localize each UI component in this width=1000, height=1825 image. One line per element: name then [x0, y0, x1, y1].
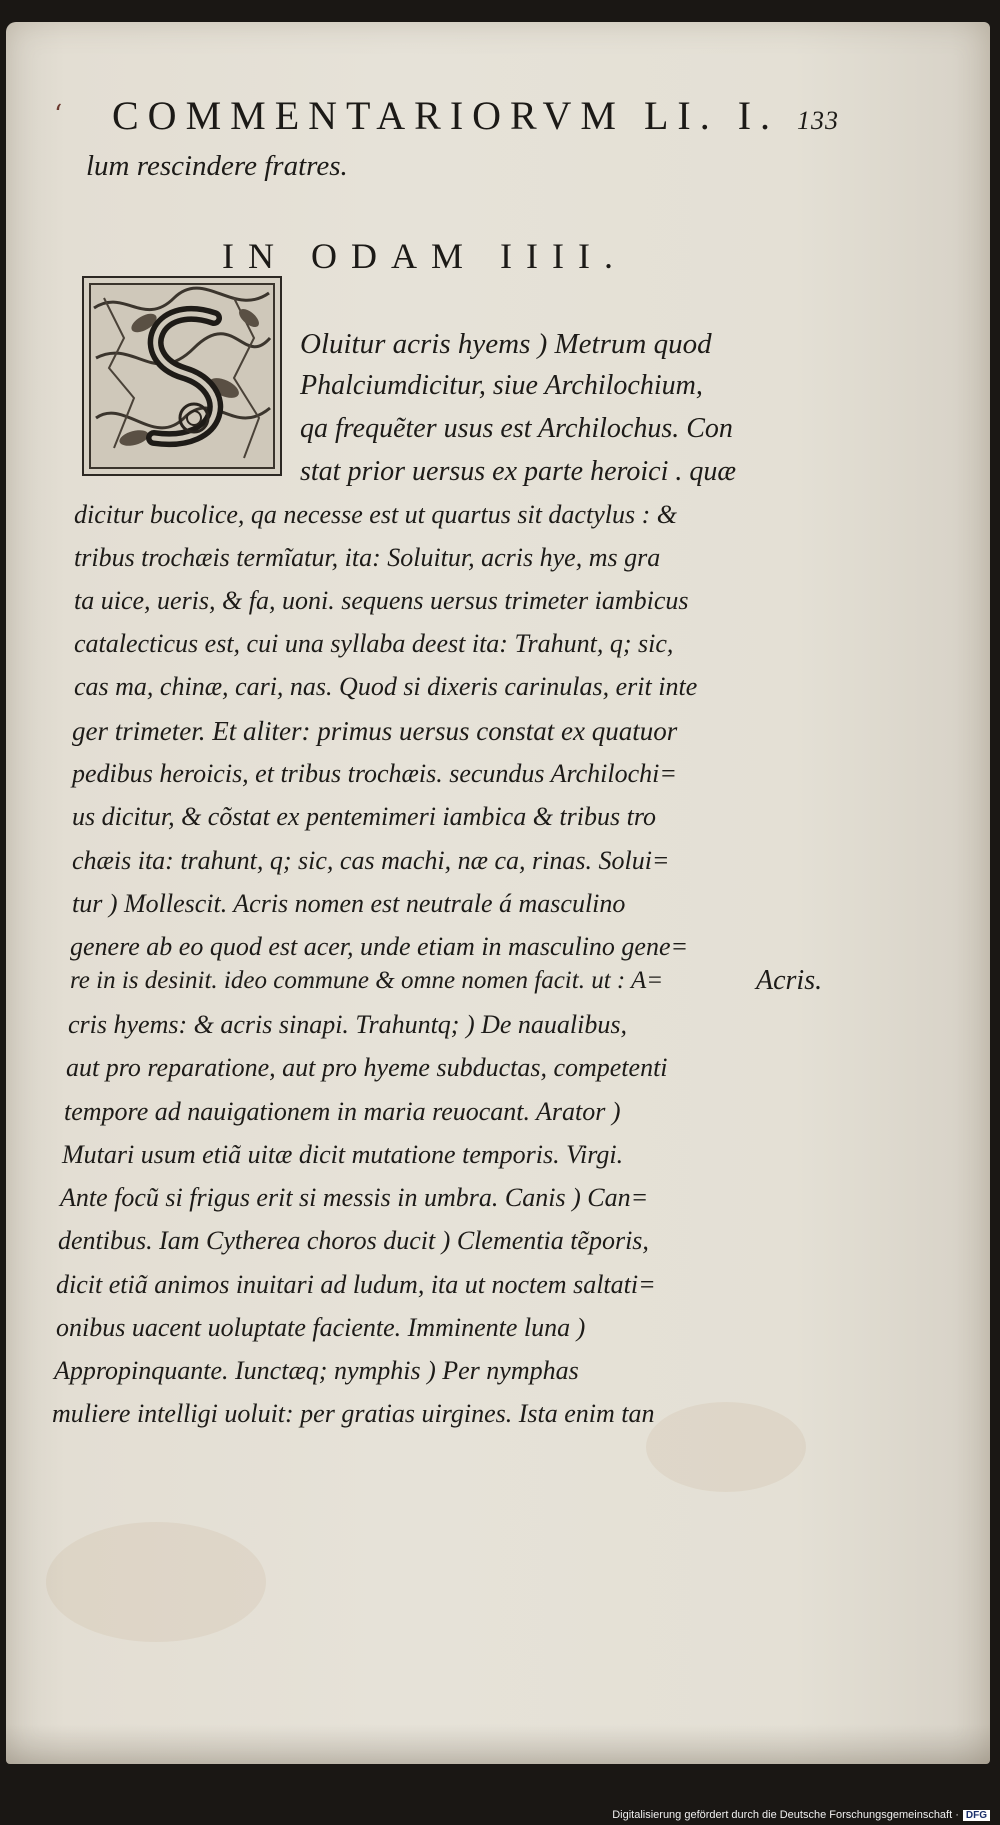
text-line: muliere intelligi uoluit: per gratias uirgines. Ista enim tan	[52, 1399, 655, 1428]
text-line: us dicitur, & cõstat ex pentemimeri iambica & tribus tro	[72, 802, 656, 831]
text-line: tur ) Mollescit. Acris nomen est neutrale á masculino	[72, 889, 626, 918]
text-line: cris hyems: & acris sinapi. Trahuntq; ) De naualibus,	[68, 1010, 627, 1039]
text-line: cas ma, chinæ, cari, nas. Quod si dixeris carinulas, erit inte	[74, 672, 698, 701]
section-title: IN ODAM IIII.	[222, 236, 627, 276]
text-line: Phalciumdicitur, siue Archilochium,	[300, 370, 703, 401]
text-line: Appropinquante. Iunctæq; nymphis ) Per nymphas	[54, 1356, 579, 1385]
text-line: Oluitur acris hyems ) Metrum quod	[300, 328, 712, 360]
text-line: stat prior uersus ex parte heroici . quæ	[300, 456, 737, 487]
credit-text: Digitalisierung gefördert durch die Deutsche Forschungsgemeinschaft ·	[612, 1809, 959, 1821]
digitization-credit	[612, 1809, 990, 1821]
text-line: tempore ad nauigationem in maria reuocant. Arator )	[64, 1097, 621, 1126]
running-head-title: COMMENTARIORVM LI. I.	[112, 93, 780, 138]
text-line: pedibus heroicis, et tribus trochæis. secundus Archilochi=	[72, 759, 677, 788]
text-line: onibus uacent uoluptate faciente. Imminente luna )	[56, 1313, 586, 1342]
text-line: re in is desinit. ideo commune & omne nomen facit. ut : A=	[70, 967, 664, 994]
text-line: genere ab eo quod est acer, unde etiam in masculino gene=	[70, 932, 689, 961]
margin-note: Acris.	[756, 965, 823, 996]
text-line: aut pro reparatione, aut pro hyeme subductas, competenti	[66, 1053, 668, 1082]
text-line: ger trimeter. Et aliter: primus uersus constat ex quatuor	[72, 716, 678, 746]
text-line: chæis ita: trahunt, q; sic, cas machi, næ ca, rinas. Solui=	[72, 846, 670, 875]
margin-mark: ‘	[54, 100, 63, 130]
text-line: tribus trochæis termĩatur, ita: Soluitur, acris hye, ms gra	[74, 543, 661, 572]
text-line: dicit etiã animos inuitari ad ludum, ita ut noctem saltati=	[56, 1270, 656, 1299]
text-line: qa frequẽter usus est Archilochus. Con	[300, 413, 733, 444]
dfg-logo: DFG	[963, 1810, 990, 1821]
text-line: dentibus. Iam Cytherea choros ducit ) Clementia tẽporis,	[58, 1226, 649, 1255]
text-line: Mutari usum etiã uitæ dicit mutatione temporis. Virgi.	[62, 1140, 624, 1169]
text-line: ta uice, ueris, & fa, uoni. sequens uersus trimeter iambicus	[74, 586, 689, 615]
text-line: catalecticus est, cui una syllaba deest ita: Trahunt, q; sic,	[74, 629, 674, 658]
carryover-line: lum rescindere fratres.	[86, 150, 348, 182]
folio-number: 133	[797, 106, 840, 135]
text-line: Ante focũ si frigus erit si messis in umbra. Canis ) Can=	[60, 1183, 649, 1212]
text-line: dicitur bucolice, qa necesse est ut quartus sit dactylus : &	[74, 500, 677, 529]
